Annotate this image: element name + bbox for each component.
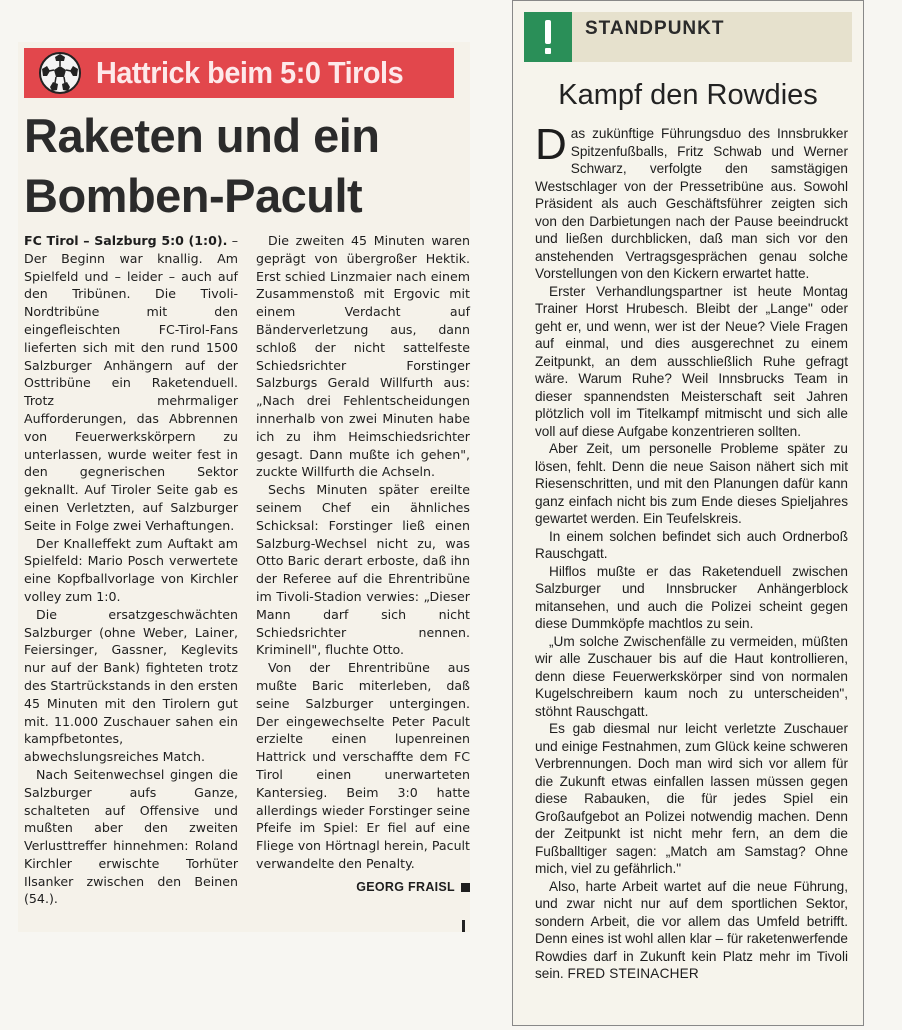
exclamation-badge	[524, 12, 572, 62]
section-label: STANDPUNKT	[585, 18, 725, 39]
paragraph: Hilflos mußte er das Raketenduell zwischen Salzburger und Innsbrucker Anhängerblock mitansehen, und auch die Polizei scheint gegen diese Dummköpfe machtlos zu sein.	[535, 563, 848, 631]
end-square-icon	[461, 883, 470, 892]
author-byline	[256, 879, 470, 897]
paragraph: Erster Verhandlungspartner ist heute Montag Trainer Horst Hrubesch. Bleibt der „Lange" oder geht er, und wenn, wer ist der Neue? Viele Fragen auf einmal, und dies ausgerechnet zu einem Zeitpunkt, an dem ausschließlich Ruhe gefragt wäre. Warum Ruhe? Weil Innsbrucks Team in dieser spannendsten Meisterschaft seit Jahren plötzlich voll im Titelkampf mitmischt und sich alle voll auf diese Aufgabe konzentrieren sollten.	[535, 283, 848, 439]
headline-line-2: Bomben-Pacult	[24, 169, 363, 222]
commentary-box	[512, 0, 864, 1026]
article-column-1	[24, 232, 238, 908]
paragraph: Die ersatzgeschwächten Salzburger (ohne Weber, Lainer, Feiersinger, Gassner, Keglevits nur auf der Bank) fighteten trotz des Startrückstands in den ersten 45 Minuten mit den Tirolern gut mit. 11.000 Zuschauer sahen ein kampfbetontes, abwechslungsreiches Match.	[24, 606, 238, 765]
article-column-2	[256, 232, 470, 896]
commentary-title: Kampf den Rowdies	[558, 79, 818, 111]
paragraph: In einem solchen befindet sich auch Ordnerboß Rauschgatt.	[535, 528, 848, 561]
lead-score: FC Tirol – Salzburg 5:0 (1:0).	[24, 233, 228, 248]
exclamation-icon	[536, 18, 560, 56]
paragraph: Der Knalleffekt zum Auftakt am Spielfeld: Mario Posch verwertete eine Kopfballvorlage von Kirchler volley zum 1:0.	[24, 535, 238, 604]
soccer-ball-icon	[38, 51, 82, 95]
drop-cap: D	[535, 120, 567, 169]
headline	[24, 106, 464, 226]
paragraph-text: Also, harte Arbeit wartet auf die neue Führung, und zwar nicht nur auf dem sportlichen Sektor, sondern Arbeit, die vor allem das Umfeld betrifft. Denn eines ist wohl allen klar – für raketenwerfende Rowdies darf in Zukunft kein Platz mehr im Tivoli sein.	[535, 878, 848, 981]
paragraph: „Um solche Zwischenfälle zu vermeiden, müßten wir alle Zuschauer bis auf die Haut kontrollieren, denn diese Feuerwerkskörper sind von normalen Kugelschreibern kaum noch zu unterscheiden", stöhnt Rauschgatt.	[535, 633, 848, 719]
author-byline: FRED STEINACHER	[567, 966, 699, 981]
paragraph-text: as zukünftige Führungsduo des Innsbrukker Spitzenfußballs, Fritz Schwab und Werner Schwarz, verfolgte den samstägigen Westschlager von der Pressetribüne aus. Sowohl Präsident als auch Geschäftsführer zeigten sich von den Darbietungen nach der Pause beeindruckt und ließen durchblicken, daß man sich vor den anstehenden Vertragsgesprächen genau solche Vorstellungen von den Kickern erwartet hatte.	[535, 126, 848, 281]
paragraph-text: – Der Beginn war knallig. Am Spielfeld und – leider – auch auf den Tribünen. Die Tivoli-Nordtribüne mit den eingefleischten FC-Tirol-Fans lieferten sich mit den rund 1500 Salzburger Anhängern auf der Osttribüne ein Raketenduell. Trotz mehrmaliger Aufforderungen, das Abbrennen von Feuerwerkskörpern zu unterlassen, wurde weiter fest in den gegnerischen Sektor geknallt. Auf Tiroler Seite gab es einen Verletzten, auf Salzburger Seite in Folge zwei Verhaftungen.	[24, 233, 238, 533]
paragraph: Nach Seitenwechsel gingen die Salzburger aufs Ganze, schalteten auf Offensive und mußten aber den zweiten Verlusttreffer hinnehmen: Roland Kirchler erwischte Torhüter Ilsanker zwischen den Beinen (54.).	[24, 766, 238, 907]
author-name: GEORG FRAISL	[356, 879, 455, 894]
paragraph: Aber Zeit, um personelle Probleme später zu lösen, fehlt. Denn die neue Saison nähert sich mit Riesenschritten, und mit den Planungen dafür kann ganz einfach nicht bis zum Ende dieses Spieljahres gewartet werden. Ein Teufelskreis.	[535, 441, 848, 526]
divider-tick	[462, 920, 465, 932]
paragraph: Es gab diesmal nur leicht verletzte Zuschauer und einige Festnahmen, zum Glück keine schweren Verbrennungen. Doch man wird sich vor allem für die Zukunft etwas einfallen lassen müssen gegen diese Rabauken, die für jedes Spiel ein Großaufgebot an Polizei notwendig machen. Denn der Zeitpunkt ist nicht mehr fern, an dem die Fußballtiger sagen: „Match am Samstag? Ohne mich, viel zu gefährlich."	[535, 721, 848, 876]
paragraph: Von der Ehrentribüne aus mußte Baric miterleben, daß seine Salzburger untergingen. Der eingewechselte Peter Pacult erzielte einen lupenreinen Hattrick und verschaffte dem FC Tirol einen unerwarteten Kantersieg. Beim 3:0 hatte allerdings wieder Forstinger seine Pfeife im Spiel: Er fiel auf eine Fliege von Hörtnagl herein, Pacult verwandelte den Penalty.	[256, 660, 470, 871]
paragraph: Die zweiten 45 Minuten waren geprägt von übergroßer Hektik. Erst schied Linzmaier nach einem Zusammenstoß mit Ergovic mit einem Verdacht auf Bänderverletzung aus, dann schloß der nicht sattelfeste Schiedsrichter Forstinger Salzburgs Gerald Willfurth aus: „Nach drei Fehlentscheidungen innerhalb von zwei Minuten habe ich zu ihm Heimschiedsrichter gesagt. Dann mußte ich gehen", zuckte Willfurth die Achseln.	[256, 233, 470, 480]
paragraph	[535, 878, 848, 983]
paragraph	[535, 120, 848, 283]
kicker-text: Hattrick beim 5:0 Tirols	[96, 55, 404, 90]
paragraph: Sechs Minuten später ereilte seinem Chef ein ähnliches Schicksal: Forstinger ließ einen Salzburg-Wechsel nicht zu, was Otto Baric derart erboste, daß ihn der Referee auf die Ehrentribüne im Tivoli-Stadion verwies: „Dieser Mann darf sich nicht Schiedsrichter nennen. Kriminell", fluchte Otto.	[256, 482, 470, 658]
match-report-article	[18, 42, 470, 932]
kicker-bar	[24, 48, 454, 98]
commentary-body	[535, 120, 848, 983]
headline-line-1: Raketen und ein	[24, 109, 380, 162]
paragraph	[24, 232, 238, 535]
